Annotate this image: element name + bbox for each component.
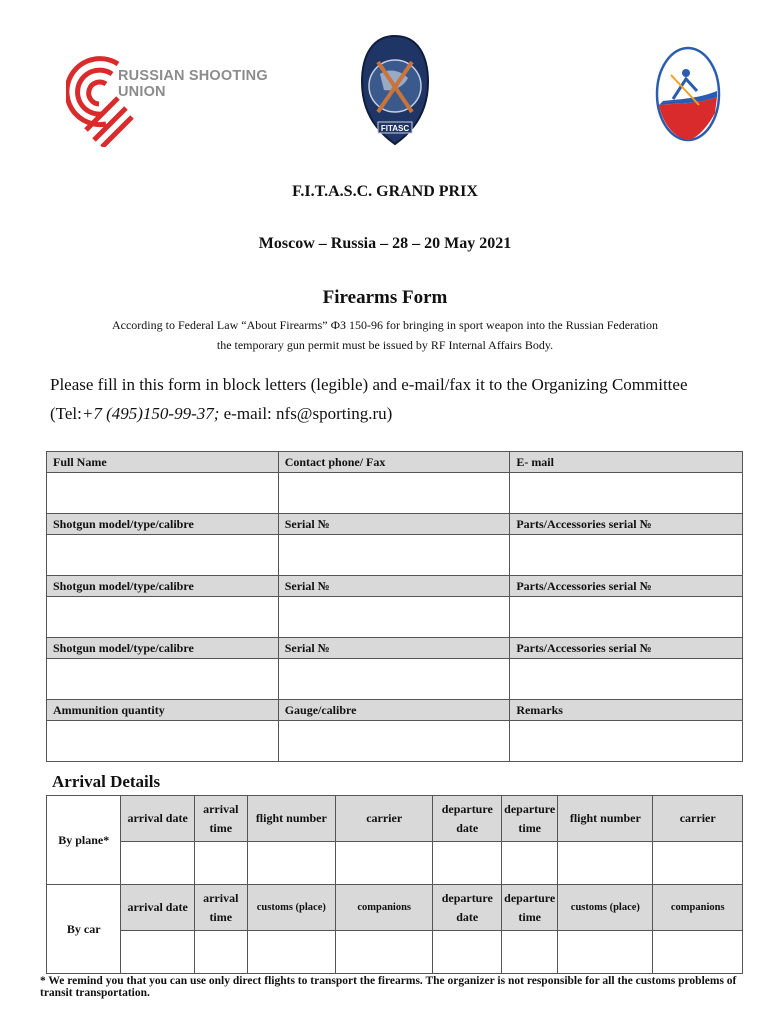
plane-arrival-time-label: arrival time — [194, 796, 247, 842]
by-car-label: By car — [47, 885, 121, 974]
table-input-row — [47, 473, 743, 514]
plane-arrival-date-label: arrival date — [121, 796, 194, 842]
header-contact-phone: Contact phone/ Fax — [278, 452, 510, 473]
car-arrival-date-field[interactable] — [121, 931, 194, 974]
header-gauge-calibre: Gauge/calibre — [278, 700, 510, 721]
car-departure-time-label: departure time — [502, 885, 558, 931]
instructions-phone: +7 (495)150-99-37; — [81, 404, 220, 423]
plane-carrier-field[interactable] — [335, 842, 432, 885]
car-arrival-time-label: arrival time — [194, 885, 247, 931]
car-label-row — [47, 885, 743, 931]
shotgun-model-field-2[interactable] — [47, 597, 279, 638]
plane-departure-flight-number-label: flight number — [558, 796, 653, 842]
header-parts-serial: Parts/Accessories serial № — [510, 576, 743, 597]
parts-serial-field-1[interactable] — [510, 535, 743, 576]
table-header-row — [47, 514, 743, 535]
plane-flight-number-label: flight number — [247, 796, 335, 842]
shotgun-model-field-3[interactable] — [47, 659, 279, 700]
event-subtitle: Moscow – Russia – 28 – 20 May 2021 — [258, 235, 512, 252]
header-shotgun-model: Shotgun model/type/calibre — [47, 514, 279, 535]
firearms-table — [46, 451, 743, 762]
arrival-table — [46, 795, 743, 974]
form-title: Firearms Form — [322, 287, 448, 308]
car-companions-field[interactable] — [335, 931, 432, 974]
serial-field-3[interactable] — [278, 659, 510, 700]
rsu-logo-line2: UNION — [118, 84, 166, 100]
plane-departure-time-label: departure time — [502, 796, 558, 842]
full-name-field[interactable] — [47, 473, 279, 514]
car-input-row — [47, 931, 743, 974]
plane-departure-flight-number-field[interactable] — [558, 842, 653, 885]
serial-field-2[interactable] — [278, 597, 510, 638]
footnote: * We remind you that you can use only direct flights to transport the firearms. The organizer is not responsible for all the customs problems of transit transportation. — [40, 975, 737, 999]
plane-carrier-label: carrier — [335, 796, 432, 842]
plane-departure-date-label: departure date — [433, 796, 502, 842]
table-input-row — [47, 721, 743, 762]
arrival-details-heading: Arrival Details — [52, 772, 161, 791]
plane-departure-carrier-label: carrier — [653, 796, 743, 842]
plane-departure-date-field[interactable] — [433, 842, 502, 885]
plane-input-row — [47, 842, 743, 885]
car-departure-companions-label: companions — [653, 885, 743, 931]
table-input-row — [47, 535, 743, 576]
law-note-line2: the temporary gun permit must be issued by RF Internal Affairs Body. — [216, 338, 554, 352]
email-field[interactable] — [510, 473, 743, 514]
plane-departure-carrier-field[interactable] — [653, 842, 743, 885]
car-customs-place-label: customs (place) — [247, 885, 335, 931]
table-header-row — [47, 700, 743, 721]
rsu-logo-text — [118, 68, 268, 100]
car-departure-date-label: departure date — [433, 885, 502, 931]
instructions-line2 — [50, 404, 392, 424]
remarks-field[interactable] — [510, 721, 743, 762]
law-note-line1: According to Federal Law “About Firearms” ФЗ 150-96 for bringing in sport weapon into the Russian Federation — [111, 318, 659, 332]
instructions-prefix: (Tel: — [50, 404, 82, 423]
header-parts-serial: Parts/Accessories serial № — [510, 514, 743, 535]
header-shotgun-model: Shotgun model/type/calibre — [47, 638, 279, 659]
fitasc-emblem-text: FITASC — [380, 124, 410, 133]
header-email: E- mail — [510, 452, 743, 473]
table-header-row — [47, 576, 743, 597]
plane-label-row — [47, 796, 743, 842]
header-shotgun-model: Shotgun model/type/calibre — [47, 576, 279, 597]
rsu-logo-line1: RUSSIAN SHOOTING — [118, 68, 268, 84]
car-arrival-time-field[interactable] — [194, 931, 247, 974]
table-input-row — [47, 659, 743, 700]
header-serial: Serial № — [278, 514, 510, 535]
car-departure-time-field[interactable] — [502, 931, 558, 974]
plane-flight-number-field[interactable] — [247, 842, 335, 885]
ammunition-quantity-field[interactable] — [47, 721, 279, 762]
plane-arrival-time-field[interactable] — [194, 842, 247, 885]
table-input-row — [47, 597, 743, 638]
car-departure-companions-field[interactable] — [653, 931, 743, 974]
car-companions-label: companions — [335, 885, 432, 931]
plane-departure-time-field[interactable] — [502, 842, 558, 885]
car-arrival-date-label: arrival date — [121, 885, 194, 931]
header-full-name: Full Name — [47, 452, 279, 473]
serial-field-1[interactable] — [278, 535, 510, 576]
car-departure-customs-place-label: customs (place) — [558, 885, 653, 931]
header-remarks: Remarks — [510, 700, 743, 721]
by-plane-label: By plane* — [47, 796, 121, 885]
plane-arrival-date-field[interactable] — [121, 842, 194, 885]
header-parts-serial: Parts/Accessories serial № — [510, 638, 743, 659]
instructions-line1: Please fill in this form in block letters (legible) and e-mail/fax it to the Organizing Committee — [50, 375, 688, 394]
event-title: F.I.T.A.S.C. GRAND PRIX — [292, 183, 478, 200]
header-serial: Serial № — [278, 576, 510, 597]
contact-phone-field[interactable] — [278, 473, 510, 514]
header-ammunition-quantity: Ammunition quantity — [47, 700, 279, 721]
car-departure-date-field[interactable] — [433, 931, 502, 974]
table-header-row — [47, 638, 743, 659]
table-header-row — [47, 452, 743, 473]
header-serial: Serial № — [278, 638, 510, 659]
shotgun-model-field-1[interactable] — [47, 535, 279, 576]
parts-serial-field-2[interactable] — [510, 597, 743, 638]
parts-serial-field-3[interactable] — [510, 659, 743, 700]
fitasc-emblem — [360, 34, 430, 146]
russian-federation-sport-emblem — [655, 45, 721, 143]
car-customs-place-field[interactable] — [247, 931, 335, 974]
gauge-calibre-field[interactable] — [278, 721, 510, 762]
car-departure-customs-place-field[interactable] — [558, 931, 653, 974]
instructions-email: e-mail: nfs@sporting.ru) — [219, 404, 393, 423]
